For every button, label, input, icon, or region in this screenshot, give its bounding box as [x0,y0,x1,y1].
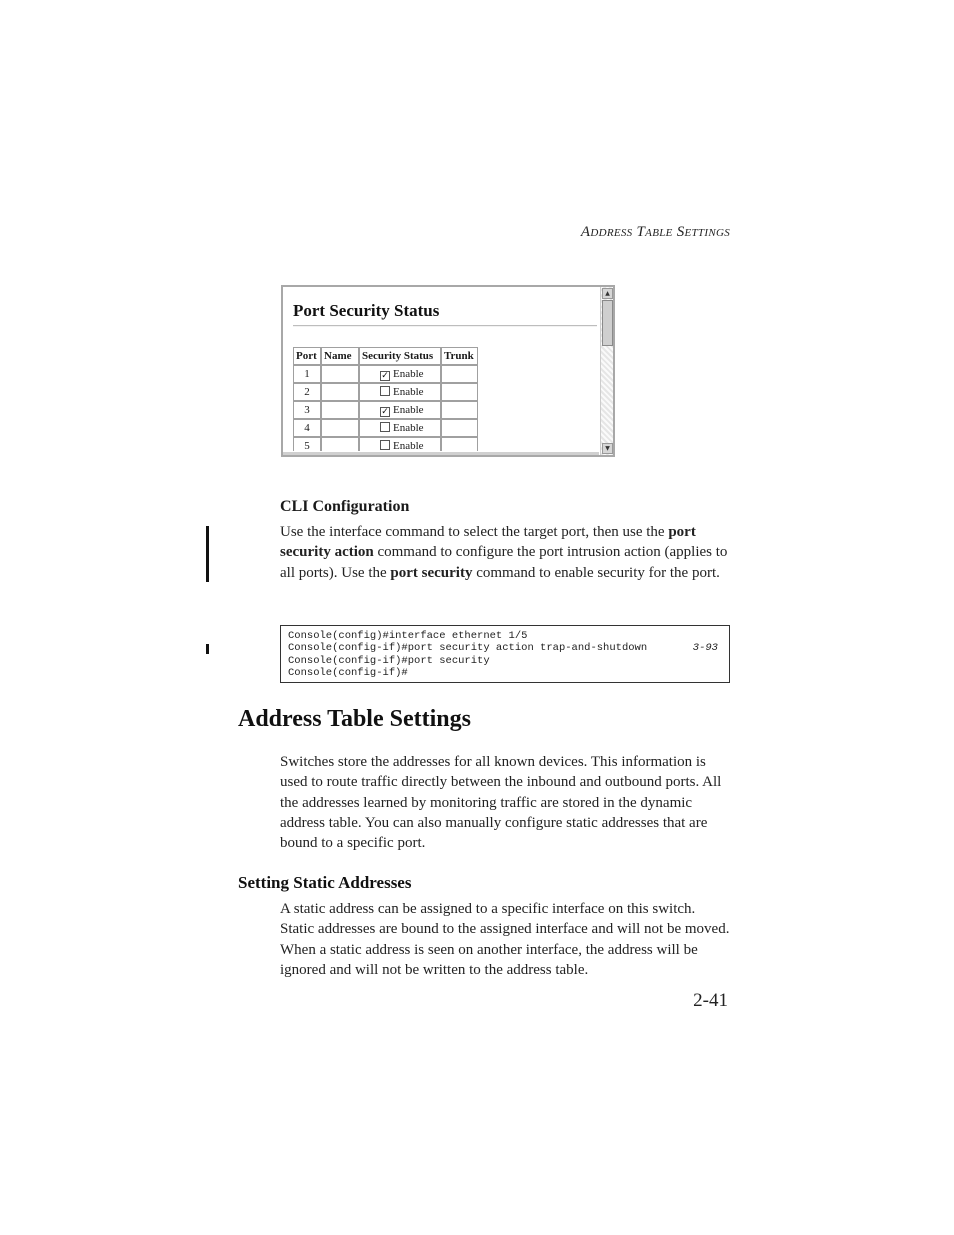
enable-checkbox[interactable] [380,422,390,432]
port-security-table [293,347,478,451]
security-status-cell [359,365,441,383]
change-bar [206,526,209,582]
table-row [293,401,478,419]
title-rule [293,325,597,327]
trunk-cell [441,419,478,437]
name-cell [321,437,359,451]
section-body: Switches store the addresses for all known devices. This information is used to route traffic directly between the inbound and outbound ports. All the addresses learned by monitoring traffic are stored in the dynamic address table. You can also manually configure static addresses that are bound to a specific port. [280,754,722,852]
enable-label: Enable [393,386,424,398]
name-cell [321,365,359,383]
table-row [293,365,478,383]
trunk-cell [441,365,478,383]
running-header: Address Table Settings [580,224,730,240]
enable-label: Enable [393,403,424,416]
col-header-port: Port [293,347,321,365]
section-title: Address Table Settings [238,706,471,732]
table-row [293,383,478,401]
port-cell: 4 [293,419,321,437]
enable-checkbox[interactable] [380,440,390,450]
code-line: Console(config-if)# [288,667,408,680]
code-line: Console(config-if)#port security [288,654,490,667]
cli-command-port-security: port security [390,564,473,581]
enable-checkbox[interactable]: ✓ [381,406,389,417]
cli-text-3: command to enable security for the port. [472,564,720,581]
cli-configuration-heading: CLI Configuration [280,498,410,515]
security-status-cell [359,401,441,419]
cli-code-block [280,625,730,683]
code-line: Console(config-if)#port security action trap-and-shutdown 3-93 [288,642,718,655]
screenshot-title: Port Security Status [293,301,440,320]
name-cell [321,383,359,401]
enable-checkbox[interactable]: ✓ [381,370,389,381]
security-status-cell [359,383,441,401]
horizontal-scrollbar[interactable] [283,452,599,455]
enable-label: Enable [393,422,424,434]
trunk-cell [441,401,478,419]
security-status-cell [359,437,441,451]
col-header-security-status: Security Status [359,347,441,365]
code-line: Console(config)#interface ethernet 1/5 [288,630,528,642]
scrollbar-thumb[interactable] [602,300,613,346]
name-cell [321,419,359,437]
port-cell: 5 [293,437,321,451]
enable-checkbox[interactable] [380,386,390,396]
col-header-name: Name [321,347,359,365]
security-status-cell [359,419,441,437]
name-cell [321,401,359,419]
subsection-title: Setting Static Addresses [238,873,412,892]
enable-label: Enable [393,367,424,380]
trunk-cell [441,383,478,401]
port-cell: 2 [293,383,321,401]
page-number: 2-41 [693,990,728,1011]
scroll-up-icon[interactable]: ▲ [602,288,613,299]
vertical-scrollbar[interactable] [600,287,613,455]
change-bar [206,644,209,654]
table-row [293,419,478,437]
subsection-body: A static address can be assigned to a specific interface on this switch. Static addresses are bound to the assigned interface and will not be moved. When a static address is seen on another interface, the address will be ignored and will not be written to the address table. [280,901,730,978]
col-header-trunk: Trunk [441,347,478,365]
port-cell: 1 [293,365,321,383]
scroll-down-icon[interactable]: ▼ [602,443,613,454]
cli-paragraph [280,522,730,583]
port-security-screenshot [281,285,615,457]
cli-text-2: command to configure the port intrusion action (applies to all ports). Use the [280,544,728,581]
trunk-cell [441,437,478,451]
enable-label: Enable [393,440,424,451]
table-row [293,437,478,451]
port-cell: 3 [293,401,321,419]
cli-command-port-security-action: port security action [280,524,696,561]
command-reference: 3-93 [692,642,718,655]
cli-text-1: Use the interface command to select the target port, then use the [280,524,669,540]
